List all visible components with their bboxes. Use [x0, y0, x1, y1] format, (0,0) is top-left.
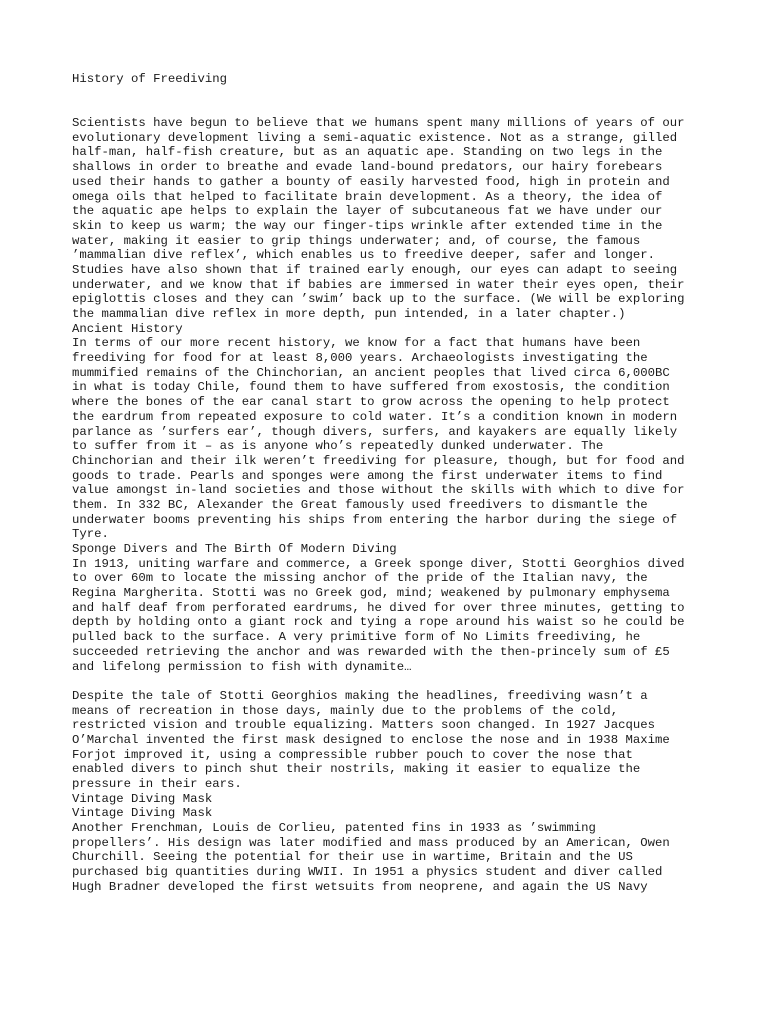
section-heading: Vintage Diving Mask: [72, 791, 213, 806]
paragraph-line: O’Marchal invented the first mask designed to enclose the nose and in 1938 Maxime: [72, 732, 670, 747]
paragraph-line: depth by holding onto a giant rock and tying a rope around his waist so he could be: [72, 615, 685, 630]
paragraph-line: In terms of our more recent history, we know for a fact that humans have been: [72, 336, 641, 351]
paragraph-line: Regina Margherita. Stotti was no Greek god, mind; weakened by pulmonary emphysema: [72, 586, 670, 601]
paragraph-line: the eardrum from repeated exposure to cold water. It’s a condition known in modern: [72, 409, 678, 424]
section-heading: Vintage Diving Mask: [72, 806, 213, 821]
paragraph-line: in what is today Chile, found them to have suffered from exostosis, the condition: [72, 380, 670, 395]
paragraph-line: enabled divers to pinch shut their nostrils, making it easier to equalize the: [72, 762, 641, 777]
paragraph-line: to over 60m to locate the missing anchor of the pride of the Italian navy, the: [72, 571, 648, 586]
paragraph-line: parlance as ’surfers ear’, though divers, surfers, and kayakers are equally likely: [72, 424, 678, 439]
paragraph-line: goods to trade. Pearls and sponges were among the first underwater items to find: [72, 468, 663, 483]
section-heading: Ancient History: [72, 321, 183, 336]
paragraph-line: Another Frenchman, Louis de Corlieu, patented fins in 1933 as ’swimming: [72, 821, 596, 836]
paragraph-line: skin to keep us warm; the way our finger-tips wrinkle after extended time in the: [72, 218, 663, 233]
paragraph-line: underwater booms preventing his ships from entering the harbor during the siege of: [72, 512, 678, 527]
paragraph-line: Hugh Bradner developed the first wetsuits from neoprene, and again the US Navy: [72, 879, 648, 894]
paragraph-line: them. In 332 BC, Alexander the Great famously used freedivers to dismantle the: [72, 497, 648, 512]
paragraph-line: purchased big quantities during WWII. In 1951 a physics student and diver called: [72, 865, 663, 880]
document-body: [72, 116, 712, 894]
paragraph-line: Churchill. Seeing the potential for their use in wartime, Britain and the US: [72, 850, 633, 865]
document-title: History of Freediving: [72, 72, 227, 86]
paragraph-line: freediving for food for at least 8,000 years. Archaeologists investigating the: [72, 351, 648, 366]
paragraph: [72, 557, 712, 675]
paragraph-line: restricted vision and trouble equalizing. Matters soon changed. In 1927 Jacques: [72, 718, 655, 733]
paragraph-line: propellers’. His design was later modified and mass produced by an American, Owen: [72, 835, 670, 850]
paragraph: [72, 821, 712, 894]
paragraph-line: evolutionary development living a semi-aquatic existence. Not as a strange, gilled: [72, 130, 678, 145]
paragraph-line: succeeded retrieving the anchor and was rewarded with the then-princely sum of £5: [72, 644, 670, 659]
paragraph-line: half-man, half-fish creature, but as an aquatic ape. Standing on two legs in the: [72, 145, 663, 160]
paragraph-line: to suffer from it – as is anyone who’s repeatedly dunked underwater. The: [72, 439, 604, 454]
paragraph-line: mummified remains of the Chinchorian, an ancient peoples that lived circa 6,000BC: [72, 365, 670, 380]
paragraph-line: pressure in their ears.: [72, 777, 242, 792]
paragraph: [72, 336, 712, 542]
paragraph-line: Chinchorian and their ilk weren’t freediving for pleasure, though, but for food and: [72, 453, 685, 468]
paragraph-line: pulled back to the surface. A very primitive form of No Limits freediving, he: [72, 630, 641, 645]
section-heading: Sponge Divers and The Birth Of Modern Diving: [72, 542, 397, 557]
paragraph-line: Scientists have begun to believe that we humans spent many millions of years of our: [72, 116, 685, 131]
document-page: [72, 72, 712, 909]
paragraph-line: value amongst in-land societies and those without the skills with which to dive for: [72, 483, 685, 498]
paragraph: [72, 689, 712, 792]
paragraph-line: water, making it easier to grip things underwater; and, of course, the famous: [72, 233, 641, 248]
paragraph-line: and lifelong permission to fish with dynamite…: [72, 659, 412, 674]
paragraph-line: ’mammalian dive reflex’, which enables us to freedive deeper, safer and longer.: [72, 248, 655, 263]
paragraph-line: and half deaf from perforated eardrums, he dived for over three minutes, getting to: [72, 600, 685, 615]
paragraph-line: means of recreation in those days, mainly due to the problems of the cold,: [72, 703, 619, 718]
paragraph-line: Forjot improved it, using a compressible rubber pouch to cover the nose that: [72, 747, 633, 762]
paragraph-line: Studies have also shown that if trained early enough, our eyes can adapt to seeing: [72, 262, 678, 277]
paragraph-line: shallows in order to breathe and evade land-bound predators, our hairy forebears: [72, 160, 663, 175]
paragraph-line: Tyre.: [72, 527, 109, 542]
paragraph-line: epiglottis closes and they can ’swim’ back up to the surface. (We will be exploring: [72, 292, 685, 307]
paragraph-line: the mammalian dive reflex in more depth, pun intended, in a later chapter.): [72, 307, 626, 322]
paragraph-line: underwater, and we know that if babies are immersed in water their eyes open, their: [72, 277, 685, 292]
paragraph-line: where the bones of the ear canal start to grow across the opening to help protect: [72, 395, 670, 410]
paragraph: [72, 116, 712, 322]
paragraph-line: the aquatic ape helps to explain the layer of subcutaneous fat we have under our: [72, 204, 663, 219]
paragraph-line: omega oils that helped to facilitate brain development. As a theory, the idea of: [72, 189, 663, 204]
paragraph-line: used their hands to gather a bounty of easily harvested food, high in protein and: [72, 174, 670, 189]
paragraph-line: Despite the tale of Stotti Georghios making the headlines, freediving wasn’t a: [72, 688, 648, 703]
paragraph-line: In 1913, uniting warfare and commerce, a Greek sponge diver, Stotti Georghios dived: [72, 556, 685, 571]
